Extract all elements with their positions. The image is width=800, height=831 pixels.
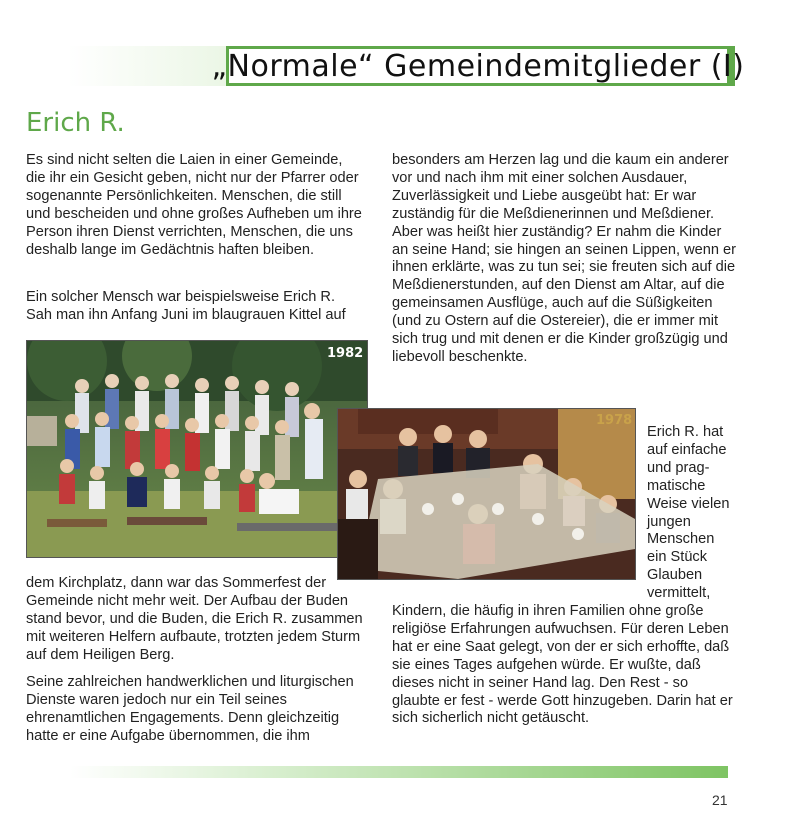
narrow-line: Weise vielen (647, 495, 730, 512)
right-narrow-text (647, 424, 767, 603)
narrow-line: auf einfache (647, 441, 727, 458)
narrow-line: ein Stück (647, 549, 708, 566)
header-title-box (211, 46, 745, 86)
group-photo-image (27, 341, 367, 557)
narrow-line: Menschen (647, 531, 715, 548)
page-title: „Normale“ Gemeindemitglieder (I) (211, 48, 745, 84)
narrow-line: und prag- (647, 459, 710, 476)
left-paragraph-3: dem Kirchplatz, dann war das Sommerfest der Gemeinde nicht mehr weit. Der Aufbau der Buden stand bevor, und die Buden, die Erich R. zusammen mit weiteren Helfern aufbaute, trotzten jedem Sturm auf dem Heiligen Berg. (26, 575, 363, 663)
narrow-line: vermittelt, (647, 585, 711, 602)
section-title: Erich R. (26, 108, 125, 138)
page-number: 21 (712, 792, 728, 808)
table-photo-1978 (337, 408, 636, 580)
right-paragraph-2: Kindern, die häufig in ihren Familien ohne große religiöse Erfahrungen aufwuchsen. Für deren Leben hat er eine Saat gelegt, von der er sich erhoffte, daß sie eines Tages aufgehen würde. Er wußte, daß dieses nicht in seiner Hand lag. Den Rest - so glaubte er fest - werde Gott hinzugeben. Darin hat er sich sicherlich nicht getäuscht. (392, 603, 733, 727)
left-paragraph-2: Ein solcher Mensch war beispielsweise Erich R. Sah man ihn Anfang Juni im blaugrauen Kittel auf (26, 289, 346, 323)
photo-year-1982: 1982 (327, 346, 364, 361)
narrow-line: Erich R. hat (647, 424, 724, 440)
narrow-line: jungen (647, 513, 691, 530)
narrow-line: matische (647, 477, 706, 494)
left-paragraph-1: Es sind nicht selten die Laien in einer Gemeinde, die ihr ein Gesicht geben, nicht nur der Pfarrer oder sogenannte Persönlichkeiten. Menschen, die still und bescheiden und ohne großes Aufheben um ihre Person ihren Dienst verrichten, Menschen, die uns deshalb lange im Gedächtnis haften bleiben. (26, 152, 362, 258)
right-paragraph-1: besonders am Herzen lag und die kaum ein anderer vor und nach ihm mit einer solchen Ausdauer, Zuverlässigkeit und Liebe ausgeübt hat: Er war zuständig für die Meßdienerinnen und Meßdiener. Aber was heißt hier zuständig? Er nahm die Kinder an seine Hand; sie hingen an seinen Lippen, wenn er ihnen erklärte, was zu tun sei; sie freuten sich auf die Meßdienerstunden, auf den Dienst am Altar, auf die gemeinsamen Ausflüge, auch auf die Süßigkeiten (und zu Ostern auf die Ostereier), die er immer mit sich trug und mit denen er die Kinder großzügig und liebevoll beschenkte. (392, 152, 737, 365)
left-paragraph-4: Seine zahlreichen handwerklichen und liturgischen Dienste waren jedoch nur ein Teil seines ehrenamtlichen Engagements. Denn gleichzeitig hatte er eine Aufgabe übernommen, die ihm (26, 674, 354, 744)
narrow-line: Glauben (647, 567, 703, 584)
photo-year-1978: 1978 (596, 413, 633, 428)
group-photo-1982 (26, 340, 368, 558)
footer-gradient-bar (70, 766, 728, 778)
table-photo-image (338, 409, 635, 579)
